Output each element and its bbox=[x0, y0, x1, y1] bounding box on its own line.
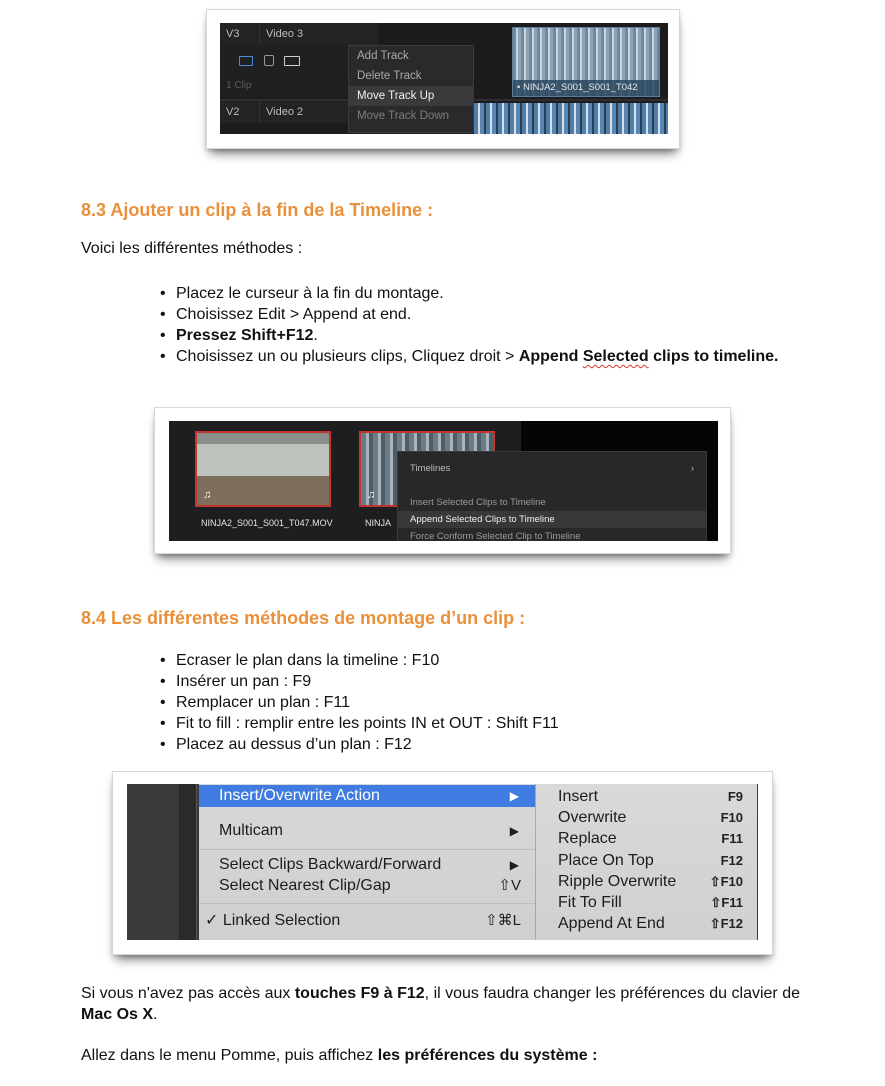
mac-menu-screenshot-frame bbox=[112, 771, 773, 955]
shortcut-label: ⇧F10 bbox=[709, 874, 743, 889]
submenu-replace[interactable] bbox=[536, 828, 757, 849]
menu-timelines[interactable] bbox=[398, 460, 706, 477]
clip-thumbnail-1[interactable] bbox=[195, 431, 331, 507]
clip-thumbnail-v3[interactable] bbox=[512, 27, 660, 97]
list-item bbox=[160, 283, 800, 304]
list-item-text: Placez le curseur à la fin du montage. bbox=[176, 285, 444, 302]
paragraph-text: Si vous n'avez pas accès aux bbox=[81, 985, 295, 1002]
clip-label: • NINJA2_S001_S001_T042 bbox=[513, 80, 659, 96]
shortcut-label: ⇧⌘L bbox=[485, 912, 521, 929]
paragraph-text: . bbox=[153, 1006, 158, 1023]
menu-separator bbox=[199, 903, 535, 904]
section-83-intro: Voici les différentes méthodes : bbox=[81, 240, 303, 257]
mac-menu-screenshot bbox=[127, 784, 758, 940]
menu-delete-track[interactable]: Delete Track bbox=[357, 70, 422, 82]
list-item-bold: clips to timeline. bbox=[648, 348, 779, 365]
list-item-bold: Pressez Shift+F12 bbox=[176, 327, 314, 344]
menu-item-label: Insert bbox=[558, 788, 599, 805]
menu-item-label: Select Nearest Clip/Gap bbox=[219, 877, 391, 894]
submenu-insert[interactable] bbox=[536, 786, 757, 807]
audio-note-icon: ♫ bbox=[203, 489, 212, 501]
submenu-ripple-overwrite[interactable] bbox=[536, 871, 757, 892]
section-84-heading: 8.4 Les différentes méthodes de montage d’un clip : bbox=[81, 608, 526, 628]
paragraph-text: , il vous faudra changer les préférences du clavier de bbox=[424, 985, 800, 1002]
edit-menu bbox=[199, 784, 535, 940]
shortcut-label: F10 bbox=[720, 810, 743, 825]
menu-linked-selection[interactable] bbox=[199, 910, 535, 932]
menu-item-label: Insert/Overwrite Action bbox=[219, 787, 380, 804]
section-83-heading: 8.3 Ajouter un clip à la fin de la Timeline : bbox=[81, 200, 434, 220]
list-item-text: Fit to fill : remplir entre les points IN et OUT : Shift F11 bbox=[176, 715, 559, 732]
track-v3-name: Video 3 bbox=[260, 23, 378, 45]
timeline-screenshot-frame bbox=[206, 9, 680, 149]
menu-select-nearest-clip-gap[interactable] bbox=[199, 875, 535, 897]
list-item bbox=[160, 734, 800, 755]
list-item-text: Ecraser le plan dans la timeline : F10 bbox=[176, 652, 440, 669]
menu-item-label: Append At End bbox=[558, 915, 665, 932]
clip-filename-2: NINJA bbox=[365, 518, 392, 528]
submenu-arrow-icon: ▶ bbox=[509, 824, 519, 838]
section-84-list bbox=[160, 650, 800, 755]
submenu-overwrite[interactable] bbox=[536, 807, 757, 828]
list-item-text: Remplacer un plan : F11 bbox=[176, 694, 351, 711]
list-item bbox=[160, 692, 800, 713]
track-v3-id: V3 bbox=[220, 23, 260, 45]
paragraph-bold: touches F9 à F12 bbox=[294, 985, 425, 1002]
menu-left-strip bbox=[179, 784, 197, 940]
menu-item-label: Ripple Overwrite bbox=[558, 873, 677, 890]
auto-select-icon[interactable] bbox=[239, 56, 253, 66]
shortcut-label: ⇧F11 bbox=[710, 895, 743, 910]
menu-insert-overwrite-action[interactable] bbox=[199, 785, 535, 807]
submenu-fit-to-fill[interactable] bbox=[536, 892, 757, 913]
menu-force-conform[interactable]: Force Conform Selected Clip to Timeline bbox=[410, 531, 581, 541]
menu-timelines-label: Timelines bbox=[410, 463, 451, 474]
menu-append-selected[interactable]: Append Selected Clips to Timeline bbox=[398, 511, 706, 528]
system-prefs-paragraph bbox=[81, 1045, 801, 1066]
menu-select-clips-backward-forward[interactable] bbox=[199, 854, 535, 876]
list-item bbox=[160, 671, 800, 692]
shortcut-label: F9 bbox=[727, 789, 743, 804]
list-item-text: Insérer un pan : F9 bbox=[176, 673, 312, 690]
media-pool-screenshot-frame bbox=[154, 407, 731, 554]
keyboard-prefs-paragraph bbox=[81, 983, 801, 1025]
list-item-text: Choisissez un ou plusieurs clips, Cliquez droit > bbox=[176, 348, 519, 365]
menu-move-track-up[interactable]: Move Track Up bbox=[349, 86, 473, 106]
track-v2-id: V2 bbox=[220, 101, 260, 123]
track-monitor-icon[interactable] bbox=[284, 56, 300, 66]
clip-count: 1 Clip bbox=[220, 75, 378, 97]
menu-move-track-down[interactable]: Move Track Down bbox=[357, 110, 450, 122]
menu-insert-selected[interactable]: Insert Selected Clips to Timeline bbox=[410, 497, 546, 508]
track-context-menu bbox=[348, 45, 474, 133]
track-v2-name: Video 2 bbox=[260, 101, 378, 123]
list-item bbox=[160, 713, 800, 734]
section-83-list bbox=[160, 283, 800, 367]
menu-separator bbox=[199, 849, 535, 850]
media-pool-screenshot bbox=[169, 421, 718, 541]
spellcheck-word: Selected bbox=[582, 348, 649, 365]
menu-add-track[interactable]: Add Track bbox=[357, 50, 409, 62]
submenu-arrow-icon: ▶ bbox=[509, 789, 519, 803]
timeline-screenshot bbox=[220, 23, 668, 134]
shortcut-label: ⇧F12 bbox=[709, 916, 743, 931]
submenu-append-at-end[interactable] bbox=[536, 913, 757, 934]
list-item-text: . bbox=[313, 327, 318, 344]
menu-item-label: Fit To Fill bbox=[558, 894, 622, 911]
shortcut-label: F11 bbox=[721, 831, 743, 846]
menu-multicam[interactable] bbox=[199, 820, 535, 842]
list-item-text: Placez au dessus d’un plan : F12 bbox=[176, 736, 412, 753]
submenu-arrow-icon: ▶ bbox=[509, 858, 519, 872]
menu-item-label: Overwrite bbox=[558, 809, 627, 826]
clip-filename-1: NINJA2_S001_S001_T047.MOV bbox=[201, 518, 333, 528]
menu-item-label: ✓ Linked Selection bbox=[205, 912, 341, 929]
lock-icon[interactable] bbox=[264, 55, 274, 66]
chevron-right-icon: › bbox=[690, 463, 694, 474]
menu-item-label: Multicam bbox=[219, 822, 284, 839]
submenu-place-on-top[interactable] bbox=[536, 850, 757, 871]
timelines-context-menu bbox=[397, 451, 707, 541]
list-item-bold: Append bbox=[518, 348, 583, 365]
paragraph-text: Allez dans le menu Pomme, puis affichez bbox=[81, 1047, 378, 1064]
shortcut-label: F12 bbox=[720, 853, 743, 868]
menu-item-label: Select Clips Backward/Forward bbox=[219, 856, 442, 873]
shortcut-label: ⇧V bbox=[498, 877, 521, 894]
list-item bbox=[160, 304, 800, 325]
menu-item-label: Place On Top bbox=[558, 852, 654, 869]
insert-overwrite-submenu bbox=[535, 784, 757, 940]
list-item-text: Choisissez Edit > Append at end. bbox=[176, 306, 412, 323]
list-item bbox=[160, 346, 800, 367]
audio-note-icon: ♫ bbox=[367, 489, 376, 501]
list-item bbox=[160, 325, 800, 346]
paragraph-bold: Mac Os X bbox=[81, 1006, 154, 1023]
clip-thumbnail-v2[interactable] bbox=[474, 103, 668, 134]
menu-item-label: Replace bbox=[558, 830, 617, 847]
paragraph-bold: les préférences du système : bbox=[377, 1047, 598, 1064]
list-item bbox=[160, 650, 800, 671]
